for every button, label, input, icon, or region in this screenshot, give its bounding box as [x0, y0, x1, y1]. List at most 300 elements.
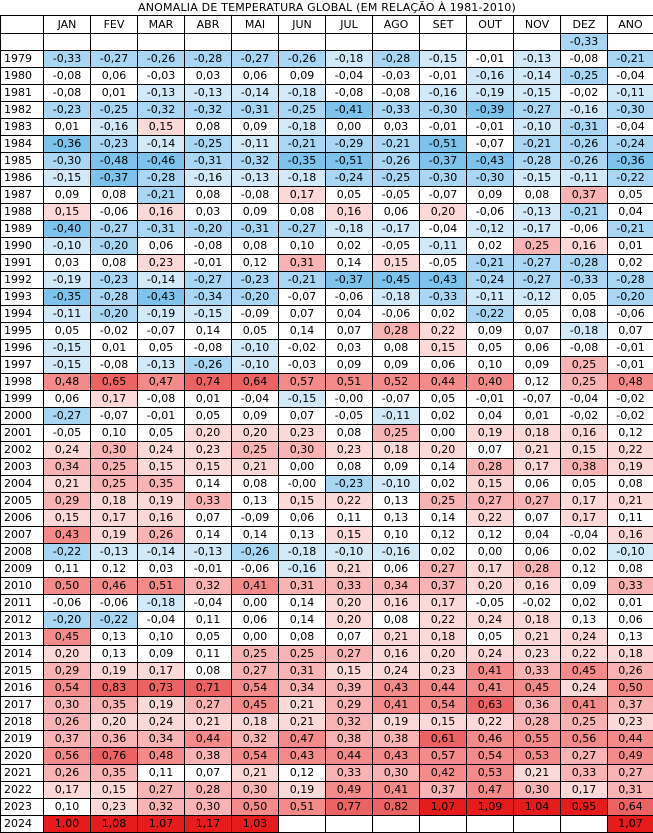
anomaly-cell: -0,07	[91, 408, 138, 425]
anomaly-cell: 0,27	[608, 765, 653, 782]
anomaly-cell: -0,26	[185, 357, 232, 374]
anomaly-cell: -0,14	[232, 85, 279, 102]
anomaly-cell: 0,14	[185, 527, 232, 544]
anomaly-cell: -0,18	[279, 544, 326, 561]
year-cell: 1982	[1, 102, 44, 119]
anomaly-cell: -0,01	[185, 561, 232, 578]
pre-row-cell	[1, 34, 44, 51]
anomaly-cell: -0,31	[138, 221, 185, 238]
anomaly-cell: 0,54	[232, 680, 279, 697]
anomaly-cell: -0,02	[514, 595, 561, 612]
anomaly-cell: -0,05	[44, 425, 91, 442]
year-cell: 2021	[1, 765, 44, 782]
title-row	[1, 0, 653, 16]
pre-row-cell: -0,33	[561, 34, 608, 51]
anomaly-cell	[279, 816, 326, 833]
anomaly-cell: -0,23	[326, 476, 373, 493]
anomaly-cell: -0,08	[185, 238, 232, 255]
table-title: ANOMALIA DE TEMPERATURA GLOBAL (EM RELAÇÃO À 1981-2010)	[1, 0, 653, 16]
anomaly-cell: 1,07	[608, 816, 653, 833]
anomaly-cell: 0,10	[467, 357, 514, 374]
anomaly-cell: -0,15	[279, 391, 326, 408]
anomaly-cell: 0,34	[373, 578, 420, 595]
anomaly-cell: -0,20	[91, 238, 138, 255]
anomaly-cell: 0,35	[91, 697, 138, 714]
anomaly-cell: -0,07	[514, 391, 561, 408]
anomaly-cell: 0,14	[420, 510, 467, 527]
anomaly-cell: 0,09	[467, 323, 514, 340]
anomaly-cell: -0,22	[467, 306, 514, 323]
anomaly-cell: 0,38	[326, 731, 373, 748]
anomaly-cell: 0,29	[44, 663, 91, 680]
anomaly-cell: -0,31	[561, 119, 608, 136]
anomaly-cell: 0,07	[279, 408, 326, 425]
anomaly-cell: 0,27	[232, 663, 279, 680]
anomaly-cell: 0,27	[185, 697, 232, 714]
anomaly-cell: 0,31	[608, 782, 653, 799]
year-cell: 1983	[1, 119, 44, 136]
anomaly-cell: 0,49	[608, 748, 653, 765]
anomaly-cell: -0,10	[608, 544, 653, 561]
anomaly-cell: -0,04	[608, 68, 653, 85]
year-cell: 2024	[1, 816, 44, 833]
anomaly-cell: -0,22	[44, 544, 91, 561]
anomaly-cell: -0,04	[608, 119, 653, 136]
anomaly-cell: 0,11	[326, 510, 373, 527]
anomaly-cell: 0,24	[561, 680, 608, 697]
anomaly-cell: 0,15	[326, 663, 373, 680]
anomaly-cell: -0,13	[185, 544, 232, 561]
anomaly-cell: 0,30	[279, 442, 326, 459]
anomaly-cell: 0,20	[44, 646, 91, 663]
anomaly-cell: 0,27	[561, 748, 608, 765]
anomaly-cell: -0,21	[138, 187, 185, 204]
anomaly-cell: -0,13	[138, 85, 185, 102]
anomaly-cell: 0,08	[185, 187, 232, 204]
anomaly-cell: 0,09	[326, 357, 373, 374]
anomaly-cell: -0,33	[420, 289, 467, 306]
anomaly-cell: -0,05	[420, 255, 467, 272]
anomaly-cell: -0,05	[373, 187, 420, 204]
header-cell-set: SET	[420, 16, 467, 34]
anomaly-cell: -0,51	[420, 136, 467, 153]
pre-row-cell	[91, 34, 138, 51]
table-row	[1, 799, 653, 816]
year-cell: 2011	[1, 595, 44, 612]
anomaly-cell: 0,24	[44, 442, 91, 459]
anomaly-cell: 0,41	[373, 697, 420, 714]
year-cell: 1981	[1, 85, 44, 102]
anomaly-cell: 0,01	[608, 238, 653, 255]
anomaly-cell: 0,05	[44, 323, 91, 340]
anomaly-cell: 0,10	[279, 238, 326, 255]
anomaly-cell: 0,30	[232, 782, 279, 799]
table-row	[1, 527, 653, 544]
anomaly-cell: 0,12	[279, 765, 326, 782]
anomaly-cell: 0,64	[608, 799, 653, 816]
anomaly-cell: -0,13	[91, 544, 138, 561]
anomaly-cell: 0,40	[467, 374, 514, 391]
anomaly-cell: 0,16	[561, 425, 608, 442]
table-row	[1, 493, 653, 510]
anomaly-cell: 0,05	[185, 629, 232, 646]
anomaly-cell: -0,10	[326, 544, 373, 561]
anomaly-cell: 0,12	[467, 527, 514, 544]
anomaly-cell: 0,25	[91, 459, 138, 476]
table-row	[1, 102, 653, 119]
anomaly-cell: 0,17	[561, 493, 608, 510]
anomaly-cell: 0,46	[467, 731, 514, 748]
year-cell: 2000	[1, 408, 44, 425]
anomaly-cell: -0,07	[467, 136, 514, 153]
anomaly-cell: -0,24	[467, 272, 514, 289]
anomaly-cell: -0,03	[373, 68, 420, 85]
anomaly-cell: 0,08	[373, 340, 420, 357]
anomaly-cell: 0,83	[91, 680, 138, 697]
anomaly-cell: 0,08	[232, 476, 279, 493]
anomaly-cell: 0,04	[608, 204, 653, 221]
anomaly-cell: 0,03	[185, 68, 232, 85]
anomaly-cell: -0,36	[608, 153, 653, 170]
table-row	[1, 816, 653, 833]
pre-row-cell	[326, 34, 373, 51]
anomaly-cell: 0,56	[561, 731, 608, 748]
anomaly-cell: 0,28	[373, 323, 420, 340]
anomaly-cell	[420, 816, 467, 833]
anomaly-cell: 0,44	[420, 374, 467, 391]
anomaly-cell: -0,30	[467, 170, 514, 187]
pre-row-cell	[467, 34, 514, 51]
anomaly-cell: -0,28	[561, 255, 608, 272]
anomaly-cell: -0,23	[91, 136, 138, 153]
anomaly-cell: 0,30	[373, 765, 420, 782]
anomaly-cell: 0,33	[326, 578, 373, 595]
anomaly-cell: 0,23	[91, 799, 138, 816]
anomaly-cell: -0,05	[326, 408, 373, 425]
anomaly-cell: 0,64	[232, 374, 279, 391]
anomaly-cell: 0,24	[467, 612, 514, 629]
anomaly-cell: -0,25	[373, 170, 420, 187]
table-row	[1, 272, 653, 289]
anomaly-cell: 0,07	[326, 323, 373, 340]
anomaly-cell: 0,31	[279, 663, 326, 680]
anomaly-cell: 0,06	[138, 238, 185, 255]
anomaly-cell: -0,20	[608, 289, 653, 306]
year-cell: 2020	[1, 748, 44, 765]
anomaly-cell: 0,10	[91, 425, 138, 442]
anomaly-cell: 0,25	[420, 493, 467, 510]
table-row	[1, 612, 653, 629]
anomaly-cell: 0,31	[279, 578, 326, 595]
anomaly-cell: -0,18	[138, 595, 185, 612]
year-cell: 2012	[1, 612, 44, 629]
anomaly-cell: -0,15	[44, 357, 91, 374]
anomaly-cell: 0,48	[138, 748, 185, 765]
anomaly-cell: 0,15	[373, 255, 420, 272]
anomaly-cell: 0,05	[561, 476, 608, 493]
anomaly-cell: 0,08	[91, 255, 138, 272]
anomaly-cell: -0,16	[91, 119, 138, 136]
anomaly-cell: 0,41	[373, 782, 420, 799]
table-row	[1, 646, 653, 663]
anomaly-cell: 0,16	[326, 204, 373, 221]
anomaly-cell: 0,23	[514, 646, 561, 663]
anomaly-cell: -0,01	[420, 68, 467, 85]
anomaly-cell: 0,15	[44, 510, 91, 527]
anomaly-cell: 0,41	[467, 680, 514, 697]
table-row	[1, 731, 653, 748]
anomaly-cell: 0,24	[561, 629, 608, 646]
anomaly-cell: 0,12	[420, 527, 467, 544]
anomaly-cell: -0,15	[514, 170, 561, 187]
anomaly-cell: 0,06	[44, 391, 91, 408]
anomaly-cell: 0,12	[91, 561, 138, 578]
anomaly-cell: -0,15	[185, 306, 232, 323]
anomaly-cell: -0,00	[279, 476, 326, 493]
anomaly-cell: 0,55	[514, 731, 561, 748]
header-cell-ano: ANO	[608, 16, 653, 34]
anomaly-cell: 0,43	[373, 680, 420, 697]
anomaly-cell: -0,13	[185, 85, 232, 102]
anomaly-cell: 0,15	[185, 459, 232, 476]
anomaly-cell: -0,01	[420, 119, 467, 136]
anomaly-cell: 0,46	[91, 578, 138, 595]
table-row	[1, 340, 653, 357]
anomaly-cell: 0,17	[138, 663, 185, 680]
anomaly-cell: 0,23	[326, 442, 373, 459]
anomaly-cell: 0,21	[279, 714, 326, 731]
anomaly-cell: 0,19	[467, 425, 514, 442]
anomaly-cell: 0,53	[467, 765, 514, 782]
table-row	[1, 748, 653, 765]
anomaly-cell: -0,27	[232, 51, 279, 68]
anomaly-cell: 0,30	[514, 782, 561, 799]
anomaly-cell: 0,18	[608, 646, 653, 663]
anomaly-cell: -0,20	[44, 612, 91, 629]
anomaly-cell: -0,26	[279, 51, 326, 68]
anomaly-cell: 0,10	[44, 799, 91, 816]
anomaly-cell: 0,05	[232, 323, 279, 340]
anomaly-cell: 0,15	[138, 119, 185, 136]
anomaly-cell: -0,21	[467, 255, 514, 272]
anomaly-cell: -0,21	[608, 51, 653, 68]
anomaly-cell: 0,25	[561, 374, 608, 391]
table-row	[1, 765, 653, 782]
anomaly-cell: -0,06	[373, 306, 420, 323]
anomaly-cell: 0,16	[138, 204, 185, 221]
anomaly-cell: 0,36	[91, 731, 138, 748]
anomaly-cell: 0,20	[420, 646, 467, 663]
year-cell: 1979	[1, 51, 44, 68]
anomaly-cell: 0,11	[185, 612, 232, 629]
anomaly-cell: 0,00	[420, 425, 467, 442]
anomaly-cell: 0,06	[420, 357, 467, 374]
anomaly-cell: 0,17	[420, 595, 467, 612]
anomaly-cell: 0,02	[608, 255, 653, 272]
table-row	[1, 221, 653, 238]
anomaly-cell: -0,11	[232, 136, 279, 153]
year-cell: 1989	[1, 221, 44, 238]
anomaly-cell: -0,29	[326, 136, 373, 153]
anomaly-cell: 0,11	[185, 646, 232, 663]
anomaly-cell: -0,31	[185, 153, 232, 170]
pre-row-cell	[138, 34, 185, 51]
anomaly-cell: 0,41	[561, 697, 608, 714]
anomaly-cell: -0,17	[514, 221, 561, 238]
anomaly-cell: 0,05	[467, 629, 514, 646]
anomaly-cell: -0,43	[467, 153, 514, 170]
year-cell: 1991	[1, 255, 44, 272]
anomaly-cell: -0,01	[608, 357, 653, 374]
anomaly-cell: 0,38	[561, 459, 608, 476]
pre-row-cell	[232, 34, 279, 51]
anomaly-cell: 0,07	[326, 629, 373, 646]
anomaly-cell: 0,43	[373, 748, 420, 765]
anomaly-cell: 0,09	[232, 204, 279, 221]
anomaly-cell: -0,48	[91, 153, 138, 170]
anomaly-cell: -0,21	[561, 204, 608, 221]
anomaly-cell: 0,15	[420, 340, 467, 357]
anomaly-cell: 0,20	[91, 714, 138, 731]
anomaly-cell: 0,19	[138, 493, 185, 510]
anomaly-cell: 0,14	[326, 255, 373, 272]
anomaly-cell: -0,06	[608, 306, 653, 323]
anomaly-cell: 0,26	[44, 714, 91, 731]
year-cell: 1997	[1, 357, 44, 374]
year-cell: 2010	[1, 578, 44, 595]
anomaly-cell: 0,17	[44, 782, 91, 799]
anomaly-cell: -0,18	[326, 51, 373, 68]
anomaly-cell: 0,14	[279, 323, 326, 340]
pre-row-cell	[608, 34, 653, 51]
anomaly-cell: -0,23	[44, 102, 91, 119]
header-cell-out: OUT	[467, 16, 514, 34]
anomaly-cell: 0,02	[561, 544, 608, 561]
anomaly-cell: 0,15	[420, 714, 467, 731]
anomaly-cell: 0,13	[279, 527, 326, 544]
anomaly-cell: -0,10	[514, 119, 561, 136]
year-cell: 1985	[1, 153, 44, 170]
anomaly-cell: -0,01	[608, 340, 653, 357]
anomaly-cell: 0,02	[467, 238, 514, 255]
anomaly-cell: 0,32	[138, 799, 185, 816]
anomaly-cell: 0,03	[138, 561, 185, 578]
anomaly-cell: 0,43	[279, 748, 326, 765]
anomaly-cell: 0,07	[185, 765, 232, 782]
anomaly-cell: -0,04	[232, 391, 279, 408]
anomaly-cell: 0,45	[44, 629, 91, 646]
anomaly-cell: -0,27	[514, 255, 561, 272]
anomaly-cell: -0,15	[420, 51, 467, 68]
anomaly-cell: 0,50	[44, 578, 91, 595]
anomaly-cell: 0,21	[514, 765, 561, 782]
anomaly-cell: 0,13	[561, 612, 608, 629]
anomaly-cell: 0,12	[561, 561, 608, 578]
pre-row-cell	[44, 34, 91, 51]
anomaly-cell: 0,13	[91, 646, 138, 663]
anomaly-cell: -0,14	[138, 544, 185, 561]
anomaly-cell: 0,05	[185, 408, 232, 425]
anomaly-cell: 0,04	[467, 408, 514, 425]
anomaly-cell: 0,20	[326, 612, 373, 629]
year-cell: 2019	[1, 731, 44, 748]
anomaly-cell: -0,25	[279, 102, 326, 119]
year-cell: 1987	[1, 187, 44, 204]
anomaly-cell: 0,06	[514, 340, 561, 357]
anomaly-cell: 0,71	[185, 680, 232, 697]
anomaly-cell: -0,19	[467, 85, 514, 102]
anomaly-cell: -0,06	[561, 221, 608, 238]
anomaly-cell: -0,27	[514, 102, 561, 119]
table-row	[1, 544, 653, 561]
anomaly-cell: 0,38	[373, 731, 420, 748]
anomaly-cell: 0,95	[561, 799, 608, 816]
table-row	[1, 204, 653, 221]
anomaly-cell	[514, 816, 561, 833]
anomaly-cell: 0,22	[608, 442, 653, 459]
anomaly-cell: 0,20	[420, 204, 467, 221]
anomaly-cell: 0,33	[608, 578, 653, 595]
anomaly-cell: -0,11	[467, 289, 514, 306]
anomaly-cell: -0,28	[608, 272, 653, 289]
anomaly-cell: -0,41	[326, 102, 373, 119]
anomaly-cell: 0,08	[608, 476, 653, 493]
year-cell: 2006	[1, 510, 44, 527]
anomaly-cell: 0,23	[608, 714, 653, 731]
anomaly-cell: 0,25	[279, 646, 326, 663]
anomaly-cell: -0,08	[232, 187, 279, 204]
anomaly-cell: 0,15	[138, 459, 185, 476]
anomaly-cell: 0,04	[326, 306, 373, 323]
anomaly-cell: 0,13	[232, 493, 279, 510]
anomaly-cell: -0,26	[232, 544, 279, 561]
year-cell: 1984	[1, 136, 44, 153]
anomaly-cell	[326, 816, 373, 833]
table-row	[1, 255, 653, 272]
anomaly-cell: -0,02	[561, 408, 608, 425]
anomaly-cell: 0,44	[326, 748, 373, 765]
header-cell-fev: FEV	[91, 16, 138, 34]
anomaly-cell: 0,82	[373, 799, 420, 816]
table-row	[1, 85, 653, 102]
anomaly-cell: 0,06	[514, 544, 561, 561]
anomaly-cell: 0,01	[608, 595, 653, 612]
anomaly-cell: -0,08	[44, 85, 91, 102]
anomaly-cell: 0,41	[232, 578, 279, 595]
anomaly-cell	[561, 816, 608, 833]
anomaly-cell: 0,10	[138, 629, 185, 646]
anomaly-cell: -0,08	[373, 85, 420, 102]
anomaly-cell: -0,32	[185, 102, 232, 119]
anomaly-cell: 0,09	[373, 459, 420, 476]
anomaly-cell: 0,23	[279, 425, 326, 442]
anomaly-cell: -0,11	[608, 85, 653, 102]
anomaly-cell: 0,09	[279, 68, 326, 85]
anomaly-cell: 0,28	[514, 561, 561, 578]
anomaly-cell: 1,04	[514, 799, 561, 816]
header-cell-jul: JUL	[326, 16, 373, 34]
anomaly-cell: -0,37	[420, 153, 467, 170]
year-cell: 2001	[1, 425, 44, 442]
anomaly-cell: -0,26	[373, 153, 420, 170]
anomaly-cell: 0,32	[185, 578, 232, 595]
anomaly-cell: 0,01	[91, 340, 138, 357]
anomaly-cell: 0,54	[44, 680, 91, 697]
table-row	[1, 680, 653, 697]
anomaly-cell: 0,34	[44, 459, 91, 476]
anomaly-cell: 0,03	[373, 119, 420, 136]
anomaly-cell: 0,09	[232, 119, 279, 136]
